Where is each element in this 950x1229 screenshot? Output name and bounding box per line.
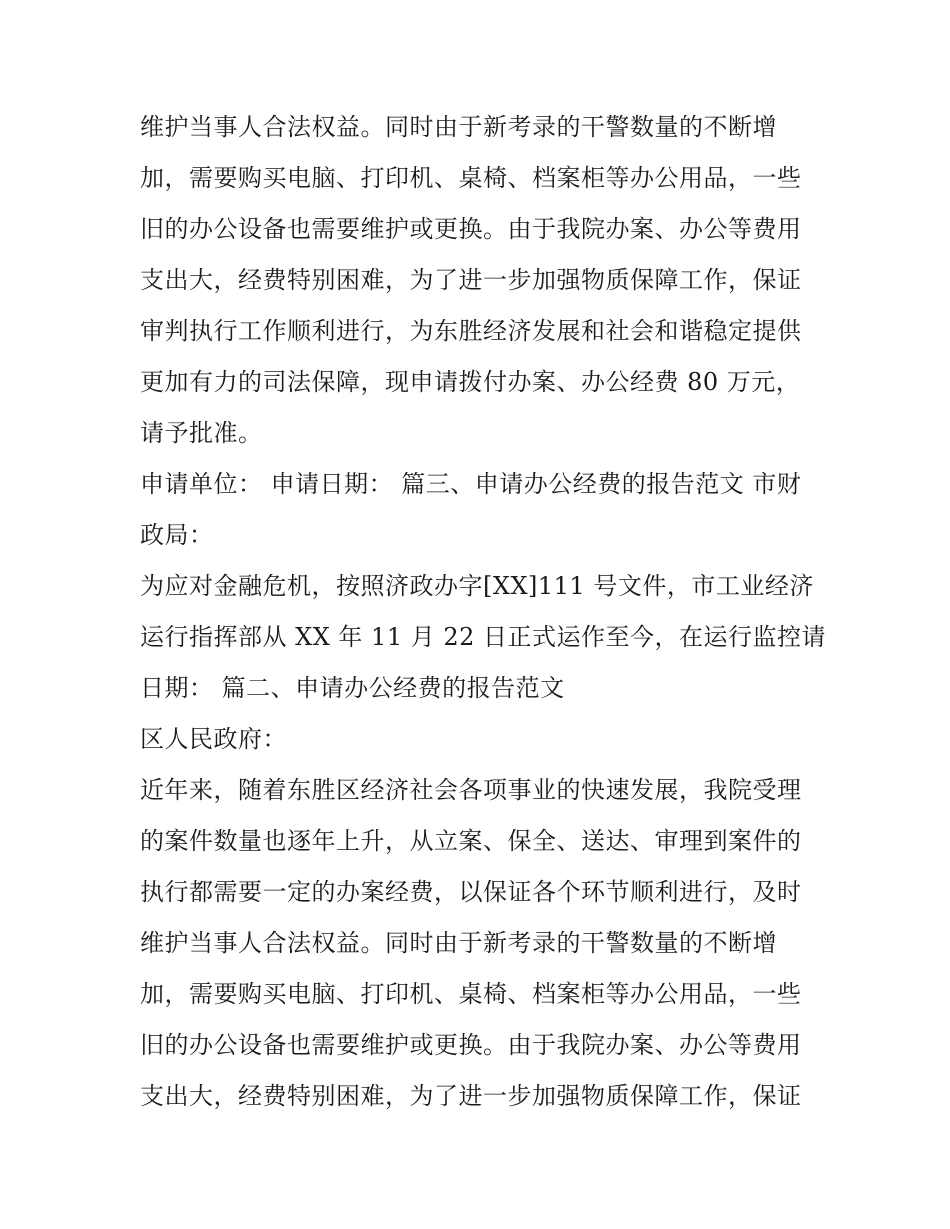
text-line: 近年来，随着东胜区经济社会各项事业的快速发展，我院受理 xyxy=(140,776,802,804)
text-line: 请予批准。 xyxy=(140,419,263,447)
document-body xyxy=(140,102,827,1122)
text-line: 的案件数量也逐年上升，从立案、保全、送达、审理到案件的 xyxy=(140,827,802,855)
text-line: 政局： xyxy=(140,521,214,549)
text-line: 区人民政府： xyxy=(140,725,287,753)
text-line: 旧的办公设备也需要维护或更换。由于我院办案、办公等费用 xyxy=(140,215,802,243)
text-line: 加，需要购买电脑、打印机、桌椅、档案柜等办公用品，一些 xyxy=(140,980,802,1008)
text-line: 执行都需要一定的办案经费，以保证各个环节顺利进行，及时 xyxy=(140,878,802,906)
text-line: 日期： 篇二、申请办公经费的报告范文 xyxy=(140,674,565,702)
text-line: 更加有力的司法保障，现申请拨付办案、办公经费 80 万元， xyxy=(140,368,801,396)
text-line: 旧的办公设备也需要维护或更换。由于我院办案、办公等费用 xyxy=(140,1031,802,1059)
text-line: 运行指挥部从 XX 年 11 月 22 日正式运作至今，在运行监控请 xyxy=(140,623,827,651)
text-line: 审判执行工作顺利进行，为东胜经济发展和社会和谐稳定提供 xyxy=(140,317,802,345)
text-line: 支出大，经费特别困难，为了进一步加强物质保障工作，保证 xyxy=(140,266,802,294)
text-line: 申请单位： 申请日期： 篇三、申请办公经费的报告范文 市财 xyxy=(140,470,802,498)
text-line: 维护当事人合法权益。同时由于新考录的干警数量的不断增 xyxy=(140,113,777,141)
text-line: 为应对金融危机，按照济政办字[XX]111 号文件，市工业经济 xyxy=(140,572,814,600)
text-line: 支出大，经费特别困难，为了进一步加强物质保障工作，保证 xyxy=(140,1082,802,1110)
text-line: 维护当事人合法权益。同时由于新考录的干警数量的不断增 xyxy=(140,929,777,957)
text-line: 加，需要购买电脑、打印机、桌椅、档案柜等办公用品，一些 xyxy=(140,164,802,192)
